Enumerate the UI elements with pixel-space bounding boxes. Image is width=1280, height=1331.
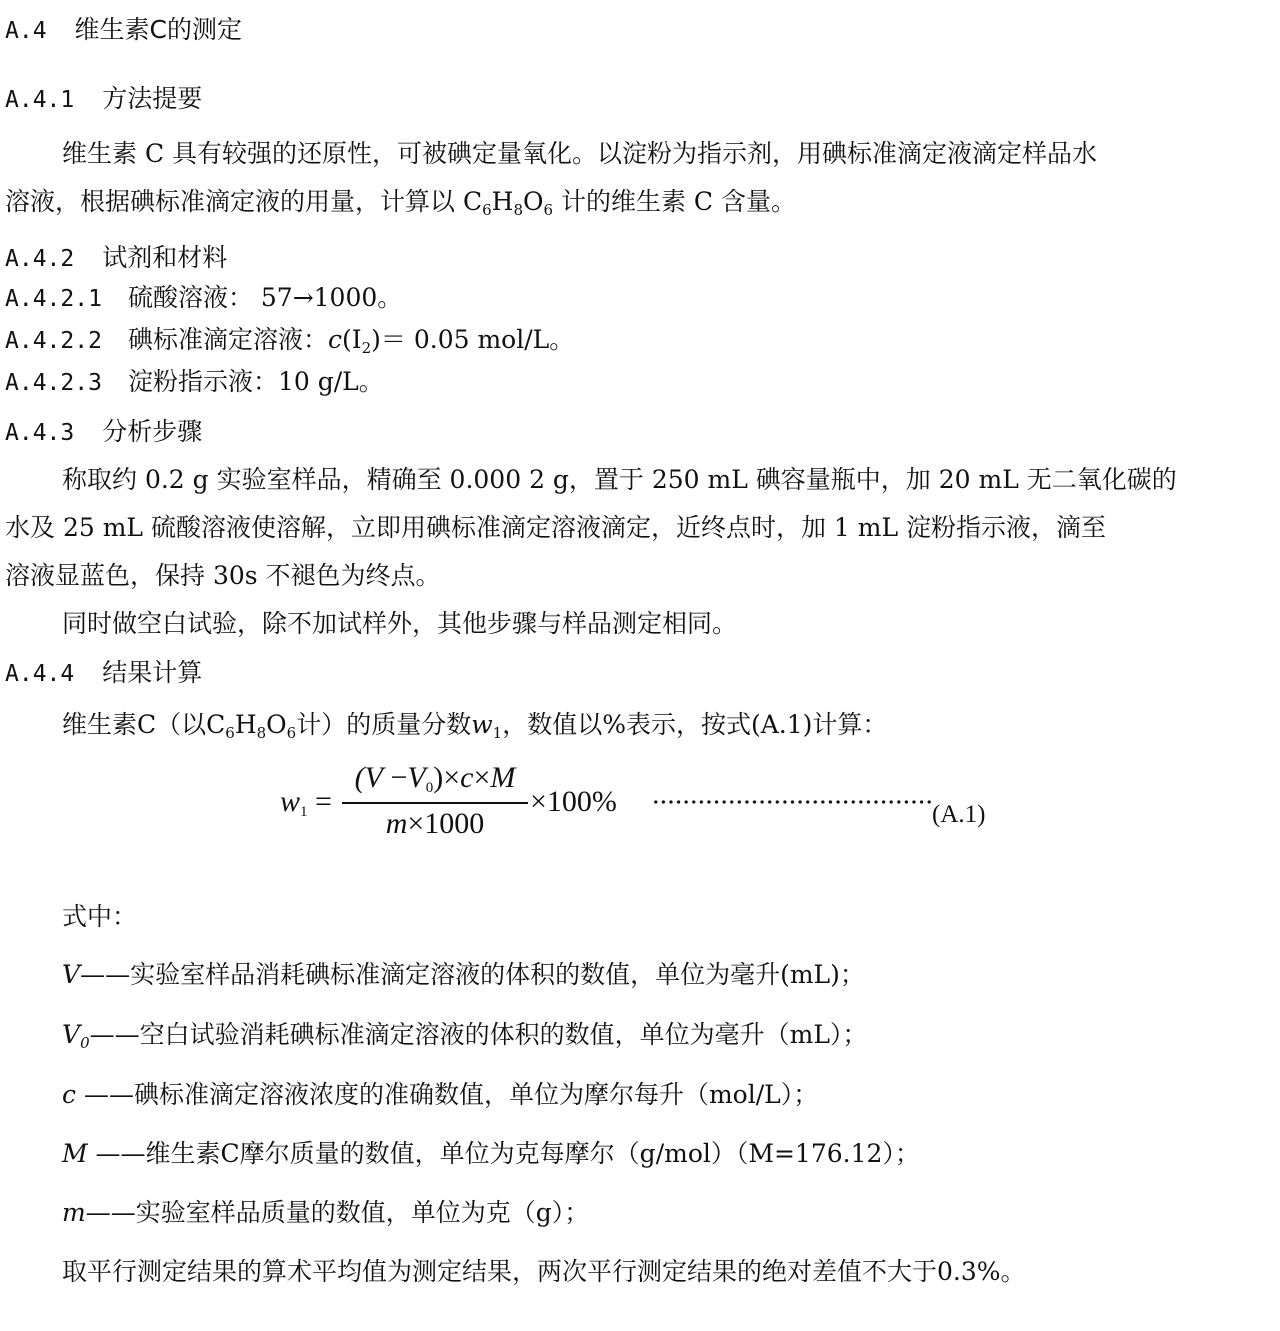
procedure-line-2: 水及 25 mL 硫酸溶液使溶解，立即用碘标准滴定溶液滴定，近终点时，加 1 mL 淀粉指示液，滴至 (5, 513, 1107, 542)
calculation-intro-b: H (234, 710, 257, 739)
definition-v0-symbol: V (62, 1020, 81, 1049)
definition-c (62, 1078, 818, 1112)
formula-num-m: M (490, 761, 516, 794)
principle-line-1: 维生素 C 具有较强的还原性，可被碘定量氧化。以淀粉为指示剂，用碘标准滴定液滴定样品水 (62, 139, 1098, 168)
subscript-6: 6 (482, 201, 492, 219)
definition-c-symbol: c (62, 1080, 77, 1109)
conclusion-text: 取平行测定结果的算术平均值为测定结果，两次平行测定结果的绝对差值不大于0.3%。 (62, 1257, 1026, 1286)
principle-line-2 (5, 185, 796, 219)
formula-num-v: (V (354, 761, 383, 794)
intro-subscript-6b: 6 (286, 724, 297, 742)
procedure-line-1: 称取约 0.2 g 实验室样品，精确至 0.000 2 g，置于 250 mL 碘容量瓶中，加 20 mL 无二氧化碳的 (62, 465, 1177, 494)
formula-den-rest: ×1000 (407, 807, 485, 840)
formula-w: w (280, 785, 301, 818)
formula-minus: − (382, 761, 408, 794)
reagent-item-2-subscript: 2 (361, 339, 372, 357)
section-title: 维生素C的测定 (74, 15, 243, 44)
reagent-item-2-symbol-c: c (327, 325, 342, 354)
intro-subscript-8: 8 (256, 724, 267, 742)
principle-line-2-text-c: O (522, 187, 544, 216)
procedure-number: A.4.3 (5, 420, 75, 446)
reagent-item-1-number: A.4.2.1 (5, 286, 102, 312)
principle-heading (5, 83, 202, 116)
definition-v-symbol: V (62, 960, 81, 989)
definition-v0-text: ——空白试验消耗碘标准滴定溶液的体积的数值，单位为毫升（mL）； (89, 1020, 868, 1049)
procedure-heading (5, 416, 202, 449)
definition-m-molar-text: ——维生素C摩尔质量的数值，单位为克每摩尔（g/mol）（M=176.12）； (87, 1139, 920, 1168)
calculation-number: A.4.4 (5, 661, 75, 687)
definition-m-molar-symbol: M (62, 1139, 88, 1168)
formula-equals: = (307, 785, 332, 818)
reagents-heading (5, 242, 227, 275)
reagents-number: A.4.2 (5, 246, 75, 272)
formula-num-v0: V (407, 761, 426, 794)
formula-tag: (A.1) (932, 801, 986, 828)
calculation-heading (5, 657, 202, 690)
definition-v0-subscript: 0 (80, 1034, 90, 1052)
definition-c-text: ——碘标准滴定溶液浓度的准确数值，单位为摩尔每升（mol/L）； (76, 1080, 819, 1109)
fraction-bar (342, 802, 528, 804)
definition-m-mass (62, 1196, 589, 1230)
intro-subscript-6: 6 (225, 724, 235, 742)
procedure-line-4: 同时做空白试验，除不加试样外，其他步骤与样品测定相同。 (62, 609, 738, 638)
formula-num-paren: )× (433, 761, 461, 794)
formula-a1 (280, 757, 1010, 847)
calculation-intro-w-subscript: 1 (492, 724, 503, 742)
formula-denominator (342, 807, 528, 841)
formula-num-c: c (460, 761, 474, 794)
reagent-item-2 (5, 323, 574, 358)
definition-v (62, 958, 865, 992)
reagent-item-2-text-b: (I (341, 325, 362, 354)
reagent-item-2-number: A.4.2.2 (5, 328, 102, 354)
formula-w-subscript: 1 (300, 804, 308, 820)
principle-line-2-text-a: 溶液，根据碘标准滴定液的用量，计算以 C (5, 187, 483, 216)
reagents-title: 试剂和材料 (102, 243, 228, 272)
definition-m-mass-text: ——实验室样品质量的数值，单位为克（g）； (85, 1198, 590, 1227)
principle-line-2-text-b: H (491, 187, 514, 216)
reagent-item-1 (5, 281, 402, 316)
calculation-intro-a: 维生素C（以C (62, 710, 226, 739)
reagent-item-1-text: 硫酸溶液： 57→1000。 (127, 283, 403, 312)
calculation-title: 结果计算 (102, 658, 203, 687)
reagent-item-3-number: A.4.2.3 (5, 370, 102, 396)
formula-v0-subscript: 0 (425, 780, 434, 796)
calculation-intro-e: ，数值以%表示，按式(A.1)计算： (502, 710, 888, 739)
definition-v-text: ——实验室样品消耗碘标准滴定溶液的体积的数值，单位为毫升(mL)； (80, 960, 865, 989)
definition-m-molar (62, 1137, 920, 1171)
subscript-6b: 6 (543, 201, 554, 219)
formula-num-times: × (473, 761, 491, 794)
formula-lhs (280, 785, 332, 819)
reagent-item-2-text-a: 碘标准滴定溶液： (127, 325, 328, 354)
calculation-intro (62, 708, 887, 742)
calculation-intro-d: 计）的质量分数 (296, 710, 472, 739)
section-heading (5, 14, 242, 47)
procedure-title: 分析步骤 (102, 417, 203, 446)
subscript-8: 8 (513, 201, 523, 219)
definition-v0 (62, 1018, 867, 1052)
formula-dot-leader (652, 799, 932, 805)
calculation-intro-c: O (266, 710, 287, 739)
definition-m-mass-symbol: m (62, 1198, 86, 1227)
formula-numerator (342, 761, 528, 795)
principle-title: 方法提要 (102, 84, 203, 113)
section-number: A.4 (5, 18, 47, 44)
calculation-intro-w: w (471, 710, 493, 739)
principle-line-2-text-d: 计的维生素 C 含量。 (553, 187, 797, 216)
where-label: 式中： (62, 902, 138, 931)
procedure-line-3: 溶液显蓝色，保持 30s 不褪色为终点。 (5, 561, 441, 590)
reagent-item-2-text-c: )＝ 0.05 mol/L。 (371, 325, 575, 354)
reagent-item-3-text: 淀粉指示液：10 g/L。 (127, 367, 384, 396)
reagent-item-3 (5, 365, 384, 400)
formula-den-m: m (385, 807, 408, 840)
principle-number: A.4.1 (5, 87, 75, 113)
formula-times-100: ×100% (530, 785, 617, 818)
